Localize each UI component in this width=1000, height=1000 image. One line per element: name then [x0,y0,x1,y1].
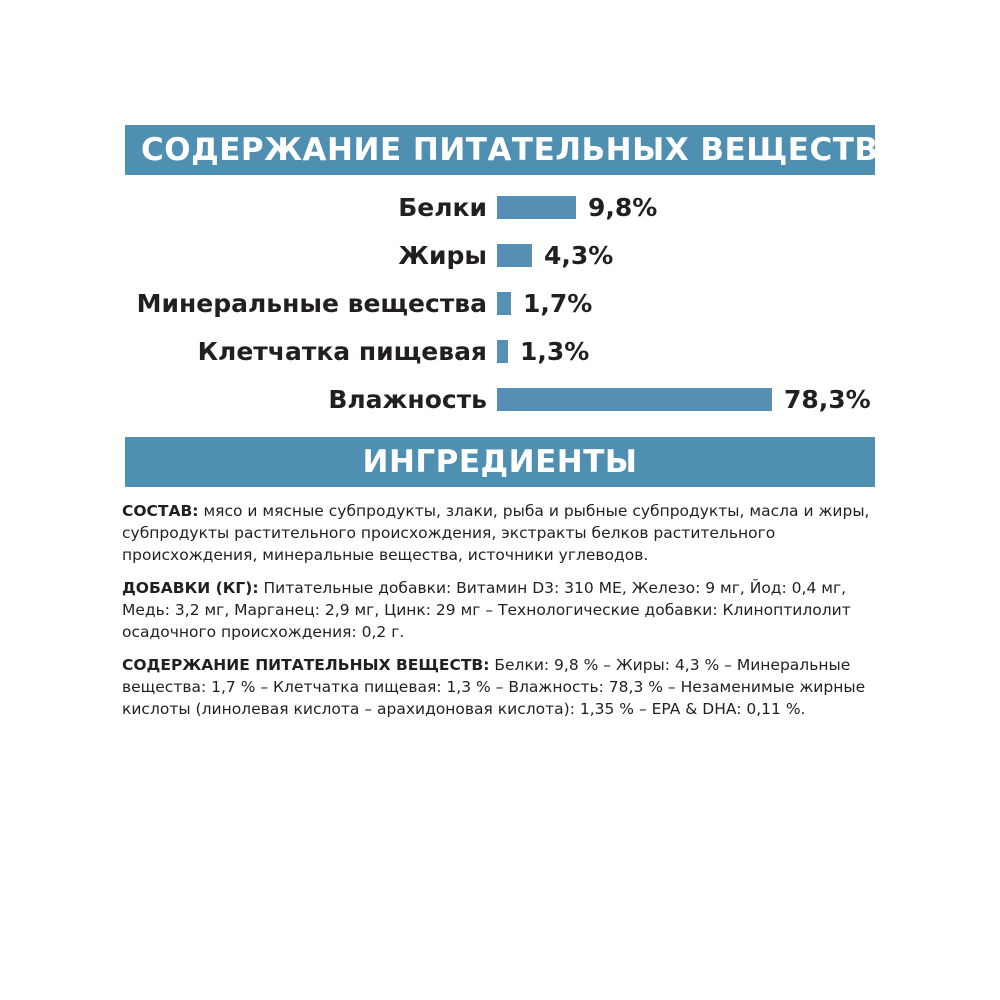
chart-value-label: 78,3% [784,384,871,414]
composition-text: мясо и мясные субпродукты, злаки, рыба и рыбные субпродукты, масла и жиры, субпродукты растительного происхождения, экстракты белков растительного происхождения, минеральные вещества, источники углеводов. [122,502,870,564]
chart-row [125,377,875,421]
chart-bar [497,196,576,219]
chart-category-label: Влажность [328,384,487,414]
chart-bar [497,244,532,267]
ingredients-section-title: ИНГРЕДИЕНТЫ [362,444,638,480]
composition-paragraph [122,500,882,566]
chart-row [125,185,875,229]
chart-bar [497,340,508,363]
chart-bar [497,292,511,315]
chart-value-label: 4,3% [544,240,614,270]
chart-value-label: 1,3% [520,336,590,366]
additives-paragraph [122,577,882,643]
chart-row [125,233,875,277]
chart-category-label: Клетчатка пищевая [197,336,487,366]
additives-label: ДОБАВКИ (КГ): [122,579,259,597]
chart-category-label: Белки [398,192,487,222]
chart-category-label: Жиры [398,240,487,270]
nutrition-section-title: СОДЕРЖАНИЕ ПИТАТЕЛЬНЫХ ВЕЩЕСТВ [141,132,879,168]
chart-category-label: Минеральные вещества [136,288,487,318]
analysis-label: СОДЕРЖАНИЕ ПИТАТЕЛЬНЫХ ВЕЩЕСТВ: [122,656,490,674]
chart-row [125,281,875,325]
nutrition-section-banner [125,125,879,175]
analysis-text: Белки: 9,8 % – Жиры: 4,3 % – Минеральные вещества: 1,7 % – Клетчатка пищевая: 1,3 % – Влажность: 78,3 % – Незаменимые жирные кислоты (линолевая кислота – арахидоновая кислота): 1,35 % – EPA & DHA: 0,11 %. [122,656,866,718]
additives-text: Питательные добавки: Витамин D3: 310 МЕ, Железо: 9 мг, Йод: 0,4 мг, Медь: 3,2 мг, Марганец: 2,9 мг, Цинк: 29 мг – Технологические добавки: Клиноптилолит осадочного происхождения: 0,2 г. [122,579,851,641]
ingredients-section-banner [125,437,875,487]
chart-bar [497,388,772,411]
nutrient-bar-chart [125,185,875,425]
ingredients-text-block [122,500,882,731]
chart-value-label: 1,7% [523,288,593,318]
chart-row [125,329,875,373]
chart-value-label: 9,8% [588,192,658,222]
composition-label: СОСТАВ: [122,502,199,520]
analysis-paragraph [122,654,882,720]
